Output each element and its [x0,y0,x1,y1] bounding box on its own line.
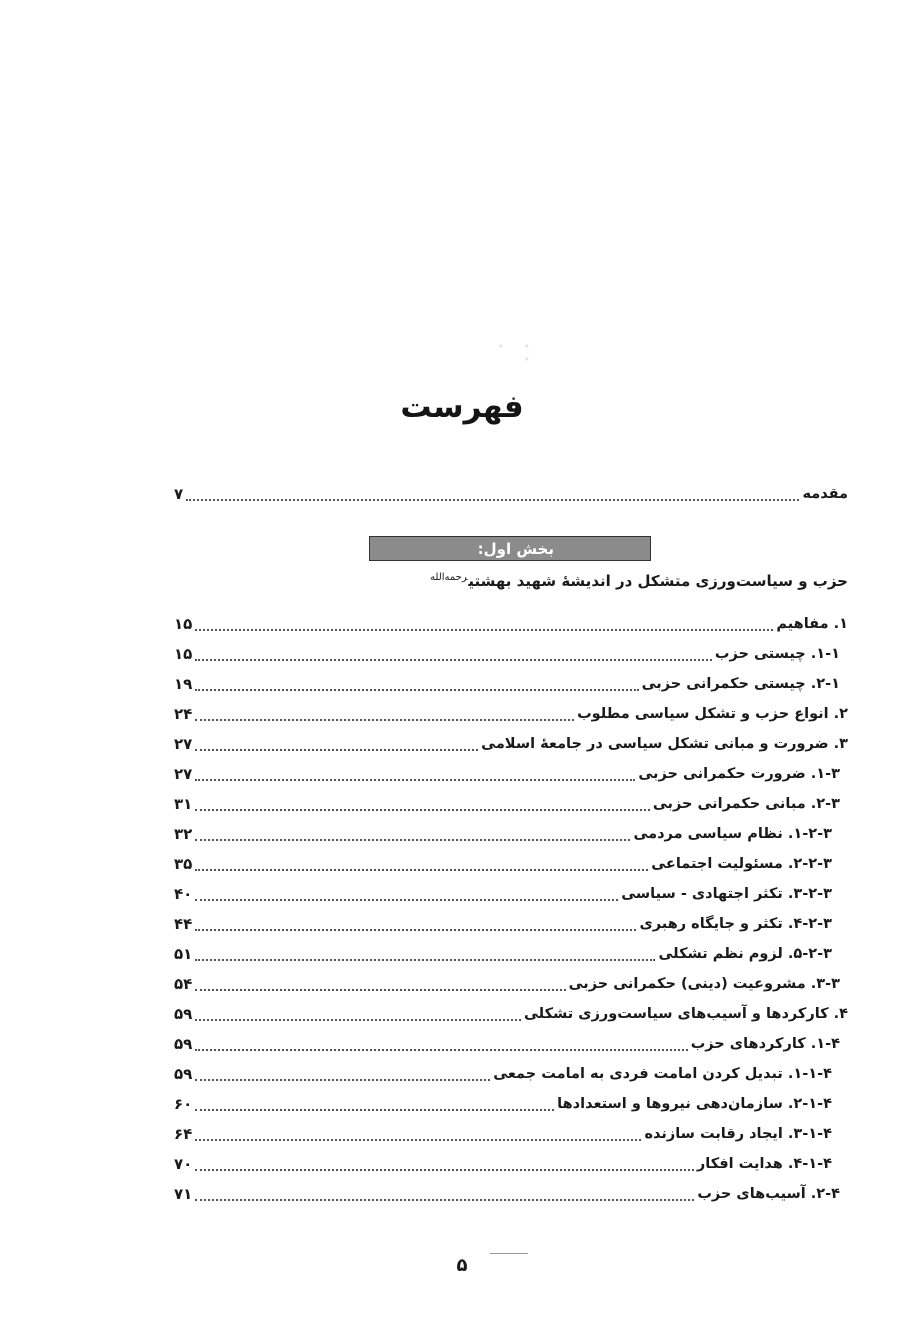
toc-row[interactable] [174,671,840,697]
toc-label: ۱-۱. چیستی حزب [714,646,840,662]
toc-page-number: ۱۵ [174,645,193,663]
toc-label: ۲-۲-۳. مسئولیت اجتماعی [651,856,832,872]
toc-page-number: ۱۹ [174,675,193,693]
toc-leader-dots [195,1199,694,1201]
toc-leader-dots [195,1079,490,1081]
toc-label: ۲. انواع حزب و تشکل سیاسی مطلوب [577,706,848,722]
toc-leader-dots [195,869,648,871]
toc-row-intro[interactable] [174,481,848,507]
toc-row[interactable] [174,971,840,997]
toc-page-number: ۷ [174,485,184,503]
toc-row[interactable] [174,881,832,907]
toc-leader-dots [195,1109,554,1111]
toc-page-number: ۱۵ [174,615,193,633]
toc-label: ۱-۲-۳. نظام سیاسی مردمی [633,826,832,842]
toc-page-number: ۷۰ [174,1155,193,1173]
toc-leader-dots [195,929,636,931]
toc-leader-dots [195,839,630,841]
toc-row[interactable] [174,641,840,667]
toc-label: ۳. ضرورت و مبانی تشکل سیاسی در جامعهٔ اسلامی [481,736,848,752]
toc-leader-dots [195,1019,521,1021]
toc-label: ۳-۲-۳. تکثر اجتهادی - سیاسی [621,886,832,902]
toc-label: ۱-۴. کارکردهای حزب [690,1036,840,1052]
toc-leader-dots [195,1049,687,1051]
toc-page-number: ۵۴ [174,975,193,993]
toc-leader-dots [195,899,618,901]
toc-page-number: ۷۱ [174,1185,193,1203]
toc-page-number: ۲۴ [174,705,193,723]
toc-label: ۱. مفاهیم [776,616,848,632]
toc-page-number: ۶۴ [174,1125,193,1143]
toc-page-number: ۵۹ [174,1005,193,1023]
toc-row[interactable] [174,761,840,787]
page-title: فهرست [400,389,524,425]
toc-leader-dots [195,749,478,751]
toc-leader-dots [195,809,650,811]
toc-label: ۲-۳. مبانی حکمرانی حزبی [652,796,840,812]
toc-label: ۲-۱. چیستی حکمرانی حزبی [641,676,840,692]
toc-row[interactable] [174,821,832,847]
toc-label: ۴. کارکردها و آسیب‌های سیاست‌ورزی تشکلی [524,1006,848,1022]
toc-label: ۱-۳. ضرورت حکمرانی حزبی [638,766,840,782]
toc-leader-dots [195,959,655,961]
section-subtitle-text: حزب و سیاست‌ورزی متشکل در اندیشهٔ شهید بهشتی [468,572,848,590]
toc-label: ۲-۴. آسیب‌های حزب [697,1186,840,1202]
toc-row[interactable] [174,911,832,937]
toc-leader-dots [195,629,773,631]
toc-page-number: ۲۷ [174,765,193,783]
toc-row[interactable] [174,1121,832,1147]
toc-page-number: ۲۷ [174,735,193,753]
honorific-mark: رحمه‌الله [430,572,468,583]
toc-page-number: ۶۰ [174,1095,193,1113]
toc-leader-dots [195,1169,694,1171]
toc-label: ۲-۱-۴. سازمان‌دهی نیروها و استعدادها [557,1096,832,1112]
toc-label: ۳-۱-۴. ایجاد رقابت سازنده [644,1126,832,1142]
toc-label: ۱-۱-۴. تبدیل کردن امامت فردی به امامت جمعی [493,1066,832,1082]
section-banner-text: بخش اول: [477,540,554,558]
toc-label: ۵-۲-۳. لزوم نظم تشکلی [658,946,832,962]
toc-row[interactable] [174,1031,840,1057]
toc-leader-dots [195,719,574,721]
toc-row[interactable] [174,791,840,817]
toc-row[interactable] [174,1061,832,1087]
toc-row[interactable] [174,851,832,877]
toc-leader-dots [195,779,635,781]
toc-page-number: ۵۹ [174,1035,193,1053]
toc-row[interactable] [174,611,848,637]
toc-page-number: ۳۵ [174,855,193,873]
toc-row[interactable] [174,1181,840,1207]
toc-row[interactable] [174,1151,832,1177]
toc-row[interactable] [174,941,832,967]
toc-leader-dots [186,499,799,501]
print-smudge: • • • [497,340,538,366]
toc-label: ۴-۲-۳. تکثر و جایگاه رهبری [639,916,832,932]
toc-row[interactable] [174,1091,832,1117]
toc-row[interactable] [174,701,848,727]
toc-leader-dots [195,1139,641,1141]
toc-leader-dots [195,659,712,661]
toc-page-number: ۴۰ [174,885,193,903]
page-number: ۵ [456,1255,468,1276]
section-subtitle [430,565,848,594]
toc-leader-dots [195,989,565,991]
toc-row[interactable] [174,731,848,757]
toc-row[interactable] [174,1001,848,1027]
toc-page-number: ۴۴ [174,915,193,933]
toc-label: ۴-۱-۴. هدایت افکار [696,1156,832,1172]
section-banner [369,536,651,561]
toc-label: مقدمه [802,486,848,502]
toc-page-number: ۳۲ [174,825,193,843]
toc-page-number: ۵۹ [174,1065,193,1083]
toc-page-number: ۳۱ [174,795,193,813]
toc-label: ۳-۳. مشروعیت (دینی) حکمرانی حزبی [568,976,840,992]
toc-leader-dots [195,689,638,691]
toc-page-number: ۵۱ [174,945,193,963]
